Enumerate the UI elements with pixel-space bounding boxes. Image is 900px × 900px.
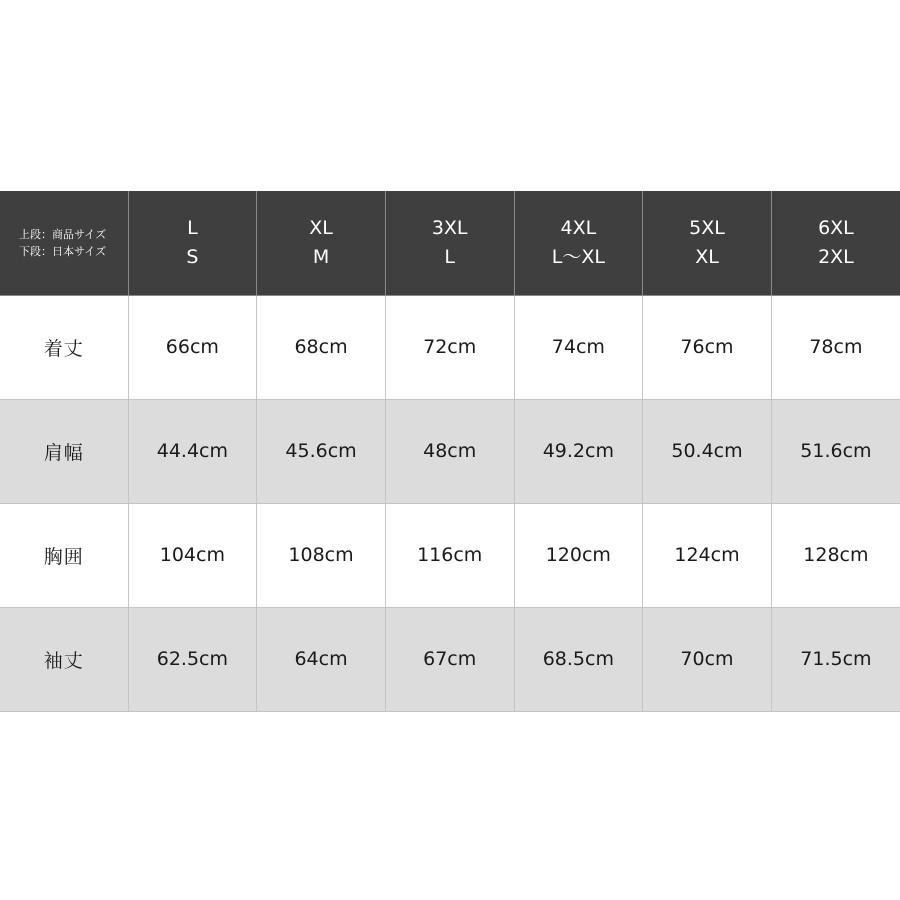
table-row-sleeve (0, 607, 900, 711)
product-size: L (187, 216, 198, 239)
measurement-cell: 120cm (514, 503, 643, 607)
measurement-cell: 116cm (385, 503, 514, 607)
header-corner-cell (0, 191, 128, 295)
size-header-cell (514, 191, 643, 295)
measurement-cell: 51.6cm (771, 399, 900, 503)
measurement-cell: 62.5cm (128, 607, 257, 711)
measurement-cell: 45.6cm (257, 399, 386, 503)
measurement-cell: 78cm (771, 295, 900, 399)
measurement-cell: 48cm (385, 399, 514, 503)
measurement-cell: 74cm (514, 295, 643, 399)
measurement-cell: 76cm (643, 295, 772, 399)
size-header-cell (128, 191, 257, 295)
product-size: XL (309, 216, 333, 239)
japan-size: L (444, 245, 455, 268)
measurement-cell: 128cm (771, 503, 900, 607)
size-header-cell (771, 191, 900, 295)
size-header-cell (257, 191, 386, 295)
table-row-length (0, 295, 900, 399)
product-size: 4XL (560, 216, 597, 239)
row-label: 胸囲 (0, 503, 128, 607)
measurement-cell: 68.5cm (514, 607, 643, 711)
japan-size: M (312, 245, 330, 268)
measurement-cell: 68cm (257, 295, 386, 399)
size-chart-table (0, 191, 900, 712)
japan-size: XL (695, 245, 719, 268)
measurement-cell: 108cm (257, 503, 386, 607)
corner-legend-japan: 下段：日本サイズ (19, 244, 107, 258)
measurement-cell: 72cm (385, 295, 514, 399)
japan-size: 2XL (818, 245, 854, 268)
row-label: 袖丈 (0, 607, 128, 711)
measurement-cell: 50.4cm (643, 399, 772, 503)
size-header-cell (385, 191, 514, 295)
measurement-cell: 104cm (128, 503, 257, 607)
measurement-cell: 71.5cm (771, 607, 900, 711)
measurement-cell: 44.4cm (128, 399, 257, 503)
japan-size: L〜XL (551, 245, 605, 268)
product-size: 6XL (818, 216, 854, 239)
row-label: 着丈 (0, 295, 128, 399)
japan-size: S (186, 245, 199, 268)
corner-legend-product: 上段：商品サイズ (19, 227, 107, 241)
measurement-cell: 64cm (257, 607, 386, 711)
table-row-shoulder (0, 399, 900, 503)
measurement-cell: 66cm (128, 295, 257, 399)
size-header-cell (643, 191, 772, 295)
row-label: 肩幅 (0, 399, 128, 503)
measurement-cell: 124cm (643, 503, 772, 607)
measurement-cell: 70cm (643, 607, 772, 711)
product-size: 5XL (689, 216, 725, 239)
header-row (0, 191, 900, 295)
measurement-cell: 67cm (385, 607, 514, 711)
product-size: 3XL (431, 216, 468, 239)
table-row-chest (0, 503, 900, 607)
measurement-cell: 49.2cm (514, 399, 643, 503)
